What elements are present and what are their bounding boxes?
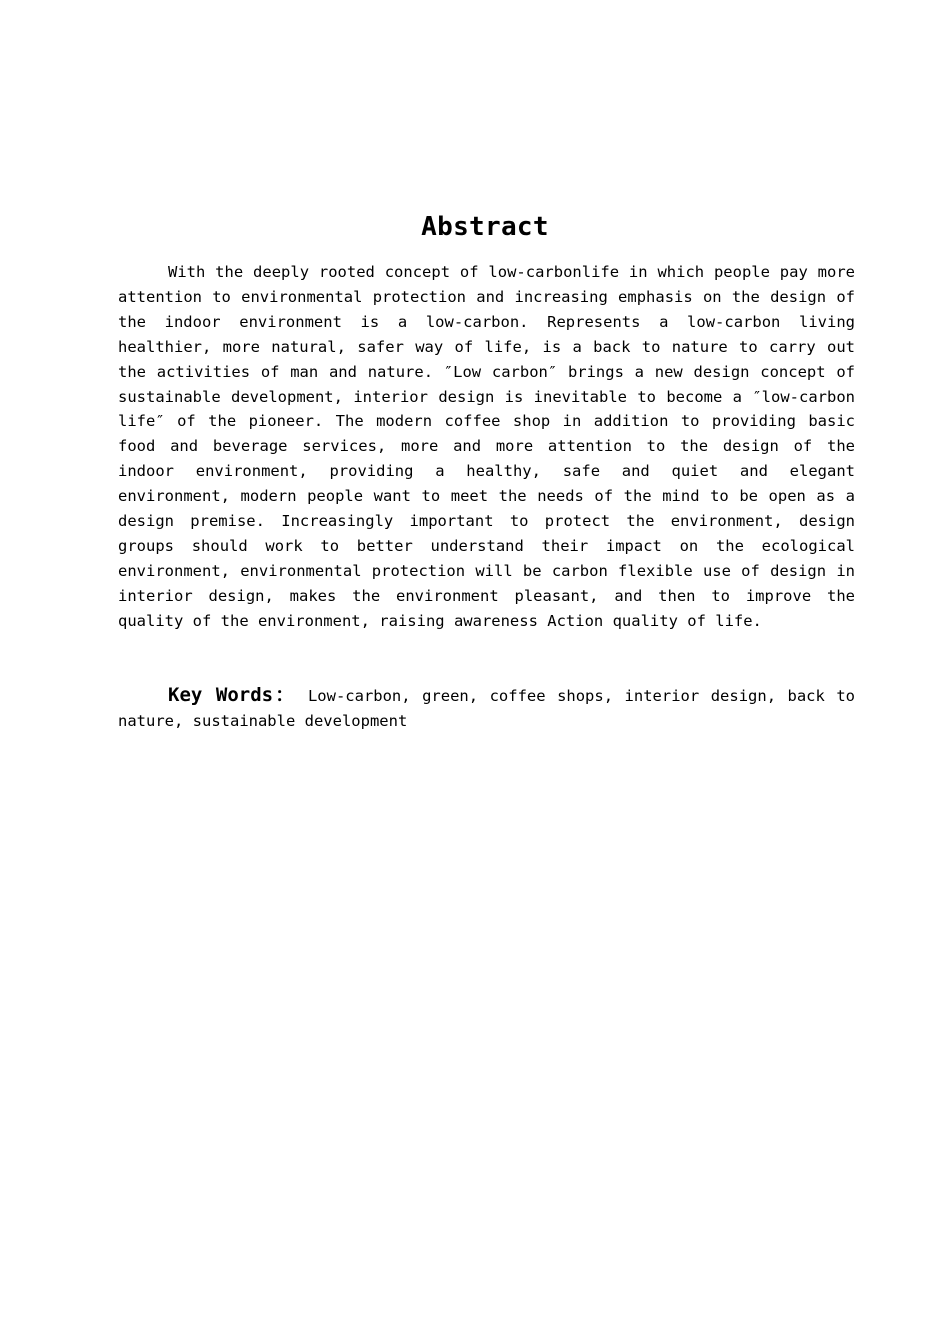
keywords-list: Low-carbon, green, coffee shops, interior design, back to nature, sustainable development: [118, 687, 856, 730]
abstract-title: Abstract: [421, 212, 549, 242]
keywords-paragraph: [118, 683, 855, 734]
abstract-paragraph: With the deeply rooted concept of low-carbonlife in which people pay more attention to environmental protection and increasing emphasis on the design of the indoor environment is a low-carbon. Represents a low-carbon living healthier, more natural, safer way of life, is a back to nature to carry out the activities of man and nature. ″Low carbon″ brings a new design concept of sustainable development, interior design is inevitable to become a ″low-carbon life″ of the pioneer. The modern coffee shop in addition to providing basic food and beverage services, more and more attention to the design of the indoor environment, providing a healthy, safe and quiet and elegant environment, modern people want to meet the needs of the mind to be open as a design premise. Increasingly important to protect the environment, design groups should work to better understand their impact on the ecological environment, environmental protection will be carbon flexible use of design in interior design, makes the environment pleasant, and then to improve the quality of the environment, raising awareness Action quality of life.: [118, 263, 855, 630]
keywords-label: Key Words：: [168, 684, 297, 706]
